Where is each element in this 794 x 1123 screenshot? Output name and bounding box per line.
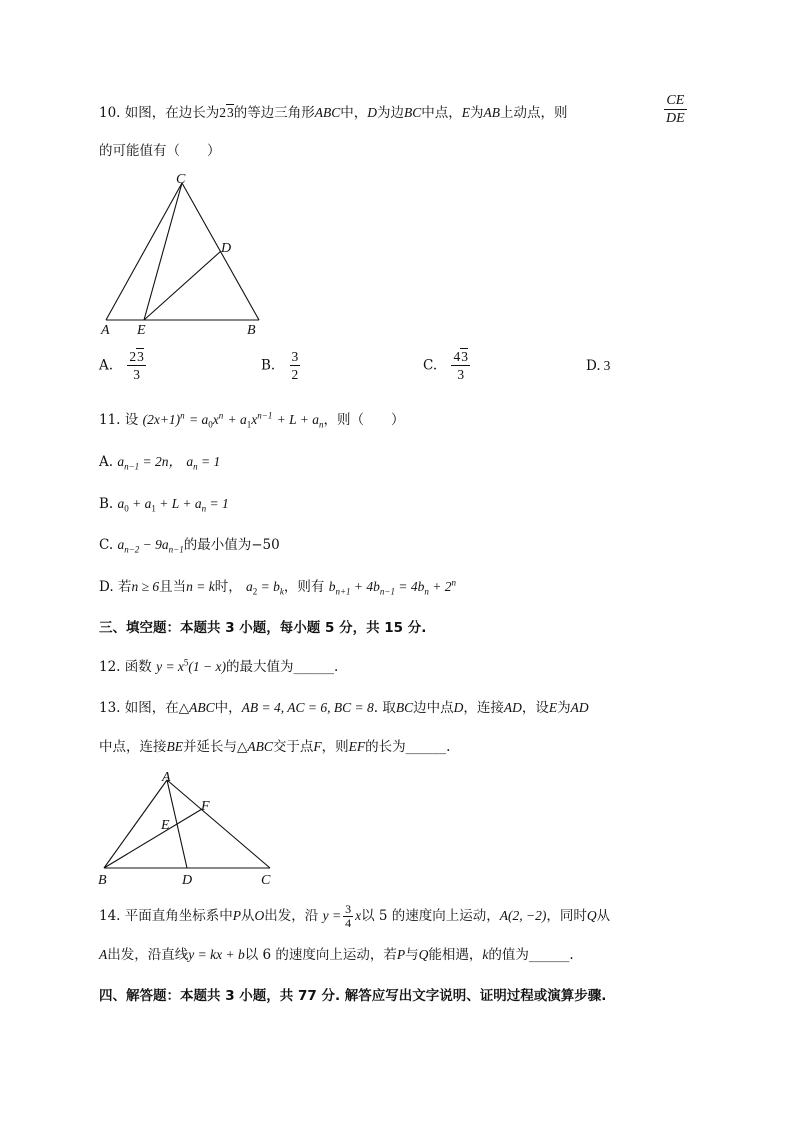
- term: = 1: [206, 496, 229, 511]
- q10-label-d: D: [221, 241, 232, 256]
- sub: 2: [252, 586, 258, 597]
- sub: n−1: [124, 461, 140, 472]
- option-label: C.: [99, 537, 114, 553]
- q11-option-d[interactable]: [99, 577, 456, 597]
- q10-label-b: B: [247, 323, 256, 338]
- text: 如图，在△: [124, 700, 190, 716]
- option-label: D.: [99, 579, 114, 595]
- text: 的最小值为−50: [183, 537, 280, 553]
- q13-side-ab: [104, 780, 167, 868]
- q10-segment-ab: AB: [483, 105, 501, 120]
- sub: n−2: [124, 544, 140, 555]
- text: 中，: [214, 700, 242, 716]
- q10-fraction: [664, 92, 687, 127]
- term: BC: [395, 700, 414, 715]
- q12-expr: (1 − x): [188, 659, 227, 674]
- q13-figure: [98, 768, 283, 888]
- q10-number: 10.: [99, 105, 121, 121]
- text: 若: [117, 579, 132, 595]
- section-4-heading: 四、解答题：本题共 3 小题，共 77 分. 解答应写出文字说明、证明过程或演算步骤.: [99, 988, 607, 1004]
- term: EF: [348, 739, 366, 754]
- option-label: A.: [99, 357, 114, 374]
- sub: n: [201, 503, 207, 514]
- sub: n: [424, 586, 429, 597]
- q13-line1: [99, 698, 589, 718]
- text: 中点，连接: [99, 739, 167, 755]
- text: ，连接: [463, 700, 504, 716]
- term: a: [117, 454, 125, 469]
- text: 以 6 的速度向上运动，若: [244, 947, 397, 963]
- q11-term: + L + a: [276, 412, 319, 427]
- term: Q: [418, 947, 429, 962]
- q11-term: x: [212, 412, 219, 427]
- sub: 1: [151, 503, 156, 514]
- q11-exp: n: [180, 410, 185, 421]
- sub: n−1: [168, 544, 184, 555]
- sub: k: [279, 586, 284, 597]
- term: Q: [586, 908, 597, 923]
- q13-segment-bf: [104, 809, 202, 868]
- frac-den: 3: [457, 367, 465, 382]
- q14-line-eq: y = kx + b: [188, 947, 245, 962]
- term: + L + a: [155, 496, 202, 511]
- q12-number: 12.: [99, 659, 121, 675]
- term: = 2n，: [139, 454, 183, 469]
- q10-label-c: C: [176, 172, 186, 187]
- text: ，则: [321, 739, 349, 755]
- term: F: [313, 739, 322, 754]
- text: ，则有: [283, 579, 325, 595]
- term: AD: [570, 700, 589, 715]
- term: n ≥ 6: [131, 579, 160, 594]
- term: y =: [322, 908, 342, 923]
- q11-expr: (2x+1): [142, 412, 181, 427]
- q11-exp: n−1: [257, 410, 273, 421]
- q13-label-c: C: [261, 873, 271, 888]
- q14-line2: [99, 945, 574, 965]
- text: ，同时: [546, 908, 587, 924]
- term: ABC: [247, 739, 273, 754]
- term: = 1: [197, 454, 221, 469]
- term: E: [548, 700, 558, 715]
- frac-den: 4: [345, 916, 352, 930]
- term: + a: [128, 496, 152, 511]
- term: O: [254, 908, 265, 923]
- section-3-heading: 三、填空题：本题共 3 小题，每小题 5 分，共 15 分.: [99, 620, 427, 636]
- frac-radical: 3: [461, 349, 468, 364]
- exp: n: [451, 577, 456, 588]
- q10-side-radical: 3: [227, 105, 234, 120]
- q13-label-b: B: [98, 873, 107, 888]
- q11-number: 11.: [99, 412, 121, 428]
- q12-text: 的最大值为______.: [226, 659, 339, 675]
- q13-line2: [99, 737, 450, 757]
- frac-coef: 2: [129, 349, 137, 364]
- q10-frac-num: CE: [664, 92, 687, 110]
- frac-num: 3: [291, 349, 299, 364]
- q10-segment-ce: [144, 183, 182, 320]
- term: BE: [166, 739, 183, 754]
- frac-den: 3: [133, 367, 140, 382]
- q10-triangle: ABC: [314, 105, 341, 120]
- text: 以 5 的速度向上运动，: [361, 908, 500, 924]
- sub: n: [193, 461, 198, 472]
- term: + 4b: [350, 579, 380, 594]
- q10-side-coef: 2: [219, 105, 227, 120]
- q13-label-d: D: [182, 873, 193, 888]
- q11-sub: 1: [246, 419, 252, 430]
- q10-side-ac: [106, 183, 182, 320]
- text: 并延长与△: [183, 739, 248, 755]
- sub: n+1: [335, 586, 351, 597]
- q11-stem: [99, 410, 405, 430]
- text: 交于点: [272, 739, 314, 755]
- q12: [99, 657, 338, 677]
- text: 为: [557, 700, 571, 716]
- q11-sub: 0: [208, 419, 213, 430]
- q14-number: 14.: [99, 908, 121, 924]
- q11-exp: n: [218, 410, 224, 421]
- q10-frac-den: DE: [666, 111, 685, 126]
- term: a: [246, 579, 253, 594]
- q10-point-e: E: [461, 105, 471, 120]
- term: AD: [503, 700, 522, 715]
- text: . 取: [373, 700, 396, 716]
- sub: 0: [124, 503, 129, 514]
- option-value: 3: [603, 358, 611, 373]
- q11-sub: n: [319, 419, 324, 430]
- option-fraction: [290, 348, 301, 383]
- term: A: [499, 908, 508, 923]
- q13-label-f: F: [201, 799, 210, 814]
- q10-line2: 的可能值有（ ）: [99, 143, 221, 159]
- q10-option-d[interactable]: [586, 358, 610, 374]
- q11-term: x: [251, 412, 258, 427]
- frac-radical: 3: [137, 349, 144, 364]
- text: 的值为______.: [488, 947, 574, 963]
- q12-exp: 5: [183, 657, 189, 668]
- option-label: B.: [99, 496, 114, 512]
- term: D: [453, 700, 464, 715]
- term: b: [328, 579, 336, 594]
- frac-den: 2: [291, 367, 299, 382]
- q10-line1: [99, 103, 568, 123]
- q11-option-a[interactable]: [99, 452, 220, 472]
- q10-text: 中，: [340, 105, 368, 121]
- option-fraction: [127, 348, 146, 383]
- text: 时，: [214, 579, 242, 595]
- term: = b: [257, 579, 280, 594]
- term: k: [482, 947, 489, 962]
- text: 与: [405, 947, 419, 963]
- q10-text: 为: [470, 105, 484, 121]
- q10-option-c[interactable]: [423, 348, 472, 383]
- term: ABC: [189, 700, 215, 715]
- frac-num: 3: [345, 902, 352, 916]
- q10-option-b[interactable]: [261, 348, 302, 383]
- q11-term: + a: [227, 412, 247, 427]
- q10-text: 上动点，则: [500, 105, 568, 121]
- text: 从: [241, 908, 255, 924]
- q14-point: (2, −2): [507, 908, 547, 923]
- option-label: D.: [586, 358, 601, 374]
- q10-segment-bc: BC: [404, 105, 422, 120]
- q11-option-b[interactable]: [99, 494, 229, 514]
- text: 且当: [159, 579, 187, 595]
- text: 出发，沿直线: [107, 947, 189, 963]
- q10-text: 的等边三角形: [233, 105, 315, 121]
- q11-option-c[interactable]: [99, 535, 280, 555]
- q12-text: 函数: [124, 659, 152, 675]
- q10-point-d: D: [367, 105, 378, 120]
- q11-text: ，则（ ）: [323, 412, 405, 428]
- q14-fraction: [343, 903, 353, 930]
- term: n = k: [186, 579, 215, 594]
- term: P: [232, 908, 242, 923]
- q10-label-e: E: [137, 323, 146, 338]
- term: = 4b: [394, 579, 425, 594]
- option-label: C.: [423, 357, 438, 374]
- q13-conditions: AB = 4, AC = 6, BC = 8: [241, 700, 374, 715]
- q13-label-a: A: [162, 770, 171, 785]
- term: a: [117, 496, 125, 511]
- text: 能相遇，: [428, 947, 483, 963]
- term: a: [186, 454, 194, 469]
- text: 平面直角坐标系中: [124, 908, 233, 924]
- q10-segment-ed: [144, 251, 221, 320]
- q14-line1: [99, 903, 610, 930]
- term: + 2: [428, 579, 452, 594]
- q10-text: 中点，: [421, 105, 462, 121]
- q11-term: = a: [188, 412, 209, 427]
- q11-text: 设: [124, 412, 139, 428]
- q10-label-a: A: [101, 323, 110, 338]
- text: ，设: [521, 700, 549, 716]
- frac-coef: 4: [453, 349, 461, 364]
- option-label: A.: [99, 454, 114, 470]
- q13-number: 13.: [99, 700, 121, 716]
- term: P: [396, 947, 406, 962]
- sub: n−1: [379, 586, 395, 597]
- term: x: [355, 908, 362, 923]
- option-fraction: [451, 348, 470, 383]
- term: − 9a: [139, 537, 169, 552]
- q10-figure: [98, 168, 278, 338]
- term: A: [99, 947, 108, 962]
- q13-side-ac: [167, 780, 270, 868]
- text: 从: [596, 908, 611, 924]
- q10-text: 为边: [377, 105, 405, 121]
- term: a: [117, 537, 125, 552]
- text: 边中点: [413, 700, 454, 716]
- text: 的长为______.: [365, 739, 451, 755]
- q10-option-a[interactable]: [99, 348, 148, 383]
- text: 出发，沿: [264, 908, 319, 924]
- q13-label-e: E: [161, 818, 170, 833]
- q12-expr: y = x: [156, 659, 184, 674]
- option-label: B.: [261, 357, 276, 374]
- q10-text: 如图，在边长为: [124, 105, 220, 121]
